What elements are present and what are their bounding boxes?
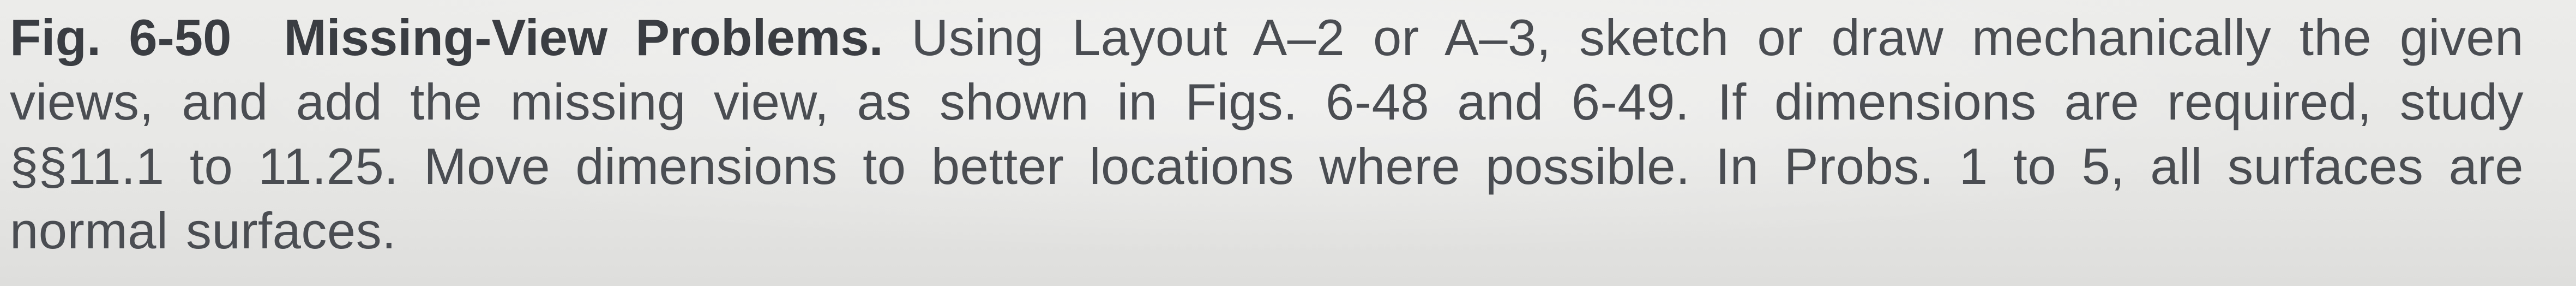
figure-label: Fig. 6-50 [10,9,232,66]
figure-title: Missing-View Problems. [284,9,883,66]
figure-caption [10,5,2524,263]
caption-body-text: Using Layout A–2 or A–3, sketch or draw mechanically the given views, and add the missing view, as shown in Figs. 6-48 and 6-49. If dimensions are required, study §§11.1 to 11.25. Move dimensions to better locations where possible. In Probs. 1 to 5, all surfaces are normal surfaces. [10,9,2524,259]
